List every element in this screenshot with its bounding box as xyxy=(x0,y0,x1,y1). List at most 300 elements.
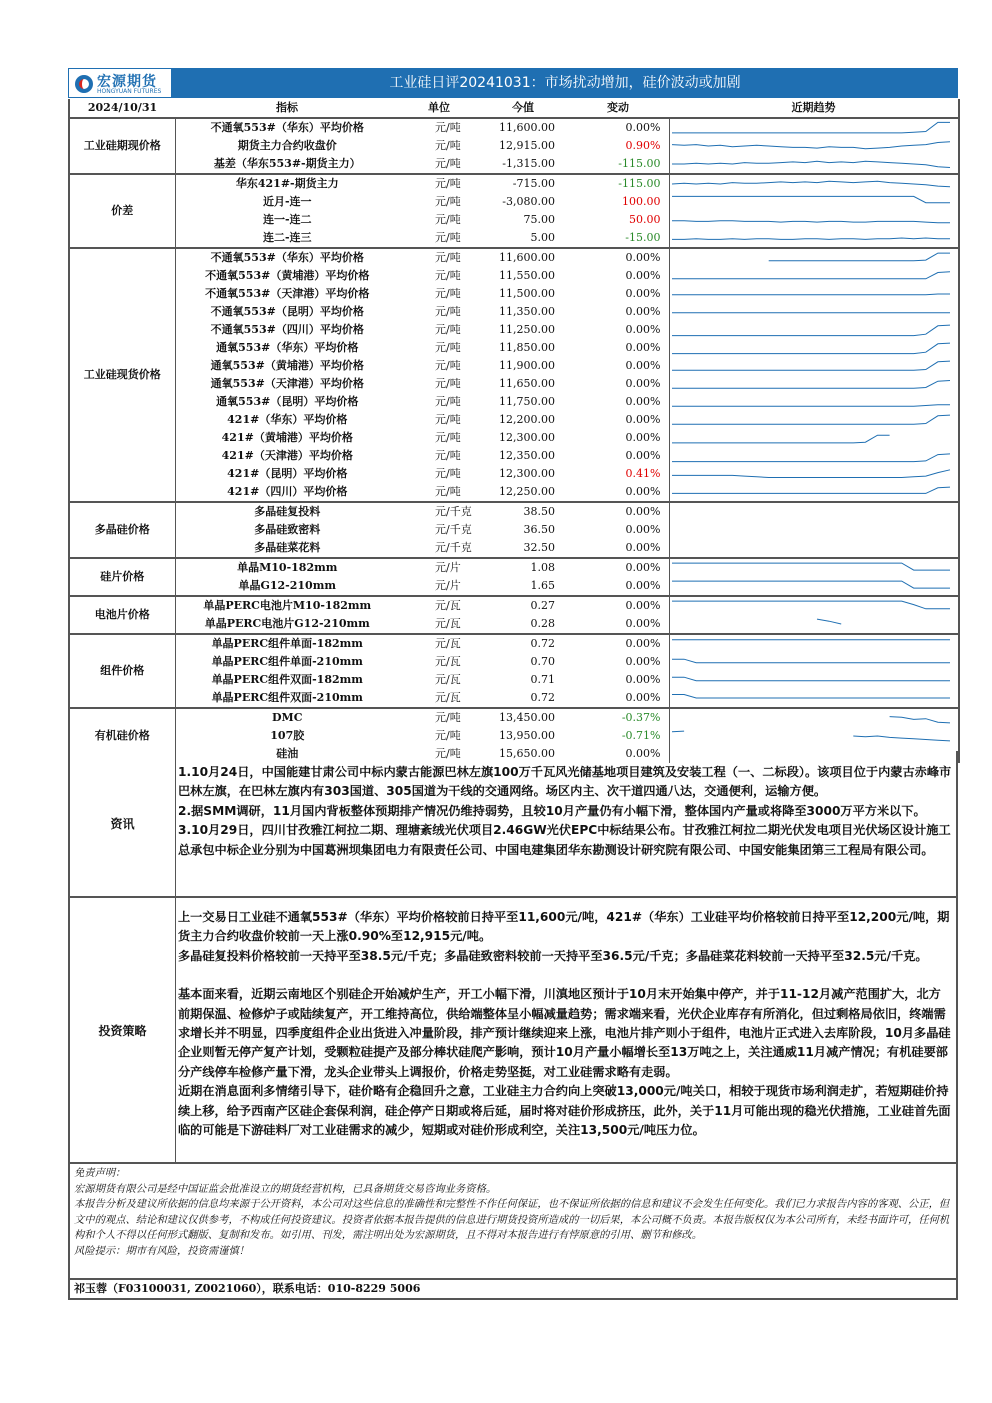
indicator-cell: 单晶PERC组件双面-182mm xyxy=(211,673,363,686)
table-row xyxy=(69,708,959,727)
table-row xyxy=(69,689,959,708)
unit-cell: 元/吨 xyxy=(435,467,461,480)
unit-cell: 元/吨 xyxy=(435,323,461,336)
unit-cell: 元/吨 xyxy=(435,377,461,390)
table-row xyxy=(69,193,959,211)
value-cell: 11,750.00 xyxy=(499,395,555,408)
trend-line xyxy=(672,272,950,279)
unit-cell: 元/千克 xyxy=(435,523,472,536)
trend-cell xyxy=(669,483,959,502)
change-cell: 0.00% xyxy=(625,449,661,462)
value-cell: 12,250.00 xyxy=(499,485,555,498)
trend-sparkline xyxy=(670,615,952,633)
table-row xyxy=(69,429,959,447)
table-row xyxy=(69,558,959,577)
indicator-cell: 单晶M10-182mm xyxy=(175,558,399,577)
category-label: 工业硅现货价格 xyxy=(69,248,175,502)
change-cell: 50.00 xyxy=(629,213,661,226)
unit-cell: 元/吨 xyxy=(435,139,461,152)
trend-sparkline xyxy=(670,465,952,483)
indicator-cell: 通氧553#（华东）平均价格 xyxy=(216,341,359,354)
table-row xyxy=(69,671,959,689)
change-cell: 0.00% xyxy=(625,359,661,372)
change-cell: 0.00% xyxy=(625,485,661,498)
trend-line xyxy=(853,736,950,741)
trend-cell xyxy=(669,465,959,483)
unit-cell: 元/片 xyxy=(399,558,479,577)
trend-sparkline xyxy=(670,521,952,539)
strategy-para-4: 近期在消息面利多情绪引导下，硅价略有企稳回升之意，工业硅主力合约向上突破13,000元/吨关口，相较于现货市场利润走扩，若短期硅价持续上移，给予西南产区硅企套保利润，硅企停产日期或将后延，届时将对硅价形成挤压，此外，关于11月可能出现的稳光伏措施，工业硅首先面临的可能是下游硅料厂对工业硅需求的减少，短期或对硅价形成利空，关注13,500元/吨压力位。 xyxy=(178,1084,951,1138)
indicator-cell: 421#（天津港）平均价格 xyxy=(221,449,353,462)
change-cell: 0.00% xyxy=(625,747,661,760)
trend-cell xyxy=(669,357,959,375)
trend-line xyxy=(672,695,950,699)
news-item-1: 1.10月24日，中国能建甘肃公司中标内蒙古能源巴林左旗100万千瓦风光储基地项目建筑及安装工程（一、二标段）。该项目位于内蒙古赤峰市巴林左旗，在巴林左旗内有303国道、305国道为干线的交通网络。场区内主、次干道四通八达，交通便利，运输方便。 xyxy=(178,765,952,799)
change-cell: -15.00 xyxy=(625,231,661,244)
value-cell: 0.71 xyxy=(530,673,555,686)
value-cell: 0.70 xyxy=(530,655,555,668)
indicator-cell: 多晶硅复投料 xyxy=(175,502,399,521)
change-cell: 0.00% xyxy=(625,655,661,668)
unit-cell: 元/片 xyxy=(435,579,461,592)
indicator-cell: 不通氧553#（四川）平均价格 xyxy=(210,323,364,336)
trend-line xyxy=(768,253,949,261)
unit-cell: 元/吨 xyxy=(435,195,461,208)
trend-line xyxy=(672,122,950,132)
indicator-cell: 单晶PERC电池片G12-210mm xyxy=(204,617,370,630)
trend-cell xyxy=(669,303,959,321)
trend-line xyxy=(672,294,950,295)
table-header-row xyxy=(69,99,959,118)
report-header xyxy=(68,68,958,98)
trend-cell xyxy=(669,577,959,596)
trend-sparkline xyxy=(670,303,952,321)
trend-cell xyxy=(669,653,959,671)
trend-sparkline xyxy=(670,175,952,193)
trend-cell xyxy=(669,393,959,411)
trend-sparkline xyxy=(670,339,952,357)
disclaimer-line-2: 本报告分析及建议所依据的信息均来源于公开资料，本公司对这些信息的准确性和完整性不作任何保证，也不保证所依据的信息和建议不会发生任何变化。我们已力求报告内容的客观、公正，但文中的观点、结论和建议仅供参考，不构成任何投资建议。投资者依据本报告提供的信息进行期货投资所造成的一切后果，本公司概不负责。本报告版权仅为本公司所有，未经书面许可，任何机构和个人不得以任何形式翻版、复制和发布。如引用、刊发，需注明出处为宏源期货，且不得对本报告进行有悖原意的引用、删节和修改。 xyxy=(74,1198,950,1242)
indicator-cell: 421#（四川）平均价格 xyxy=(227,485,348,498)
trend-line xyxy=(672,381,950,389)
trend-sparkline xyxy=(670,671,952,689)
trend-line xyxy=(672,454,950,462)
trend-line xyxy=(672,361,950,370)
indicator-cell: 通氧553#（黄埔港）平均价格 xyxy=(210,359,364,372)
indicator-cell: 单晶PERC组件单面-182mm xyxy=(175,634,399,653)
table-row xyxy=(69,521,959,539)
change-cell: -115.00 xyxy=(567,174,669,193)
trend-sparkline xyxy=(670,429,952,447)
indicator-cell: 421#（华东）平均价格 xyxy=(227,413,348,426)
table-row xyxy=(69,596,959,615)
unit-cell: 元/吨 xyxy=(435,231,461,244)
header-value: 今值 xyxy=(479,99,567,118)
change-cell: 0.00% xyxy=(625,323,661,336)
trend-sparkline xyxy=(670,727,952,745)
strategy-label: 投资策略 xyxy=(70,898,176,1162)
table-row xyxy=(69,483,959,502)
indicator-cell: 不通氧553#（华东）平均价格 xyxy=(175,118,399,137)
trend-sparkline xyxy=(670,119,952,137)
table-row xyxy=(69,321,959,339)
unit-cell: 元/吨 xyxy=(435,729,461,742)
trend-cell xyxy=(669,539,959,558)
trend-sparkline xyxy=(670,285,952,303)
header-unit: 单位 xyxy=(399,99,479,118)
value-cell: 0.27 xyxy=(479,596,567,615)
change-cell: 0.00% xyxy=(625,377,661,390)
value-cell: 12,300.00 xyxy=(499,467,555,480)
trend-sparkline xyxy=(670,597,952,615)
table-row xyxy=(69,174,959,193)
change-cell: -115.00 xyxy=(618,157,661,170)
value-cell: 11,850.00 xyxy=(499,341,555,354)
trend-line xyxy=(672,325,950,336)
trend-cell xyxy=(669,671,959,689)
trend-sparkline xyxy=(670,447,952,465)
trend-cell xyxy=(669,727,959,745)
change-cell: 0.00% xyxy=(625,431,661,444)
category-label: 组件价格 xyxy=(69,634,175,708)
table-body xyxy=(69,118,959,763)
value-cell: 12,200.00 xyxy=(499,413,555,426)
change-cell: 0.00% xyxy=(567,118,669,137)
trend-cell xyxy=(669,155,959,174)
trend-line xyxy=(672,487,950,493)
trend-cell xyxy=(669,211,959,229)
change-cell: 0.00% xyxy=(625,305,661,318)
trend-sparkline xyxy=(670,211,952,229)
disclaimer-risk: 风险提示：期市有风险，投资需谨慎！ xyxy=(74,1244,250,1257)
price-table xyxy=(68,99,960,763)
trend-cell xyxy=(669,634,959,653)
analyst-contact: 祁玉蓉（F03100031, Z0021060），联系电话：010-8229 5006 xyxy=(68,1280,958,1300)
news-item-2: 2.据SMM调研，11月国内背板整体预期排产情况仍维持弱势，且较10月产量仍有小幅下滑，整体国内产量或将降至3000万平方米以下。 xyxy=(178,803,926,818)
change-cell: 0.00% xyxy=(625,395,661,408)
unit-cell: 元/吨 xyxy=(399,708,479,727)
unit-cell: 元/吨 xyxy=(435,449,461,462)
trend-sparkline xyxy=(670,709,952,727)
unit-cell: 元/吨 xyxy=(399,174,479,193)
trend-sparkline xyxy=(670,483,952,501)
trend-sparkline xyxy=(670,193,952,211)
value-cell: -715.00 xyxy=(479,174,567,193)
unit-cell: 元/吨 xyxy=(435,431,461,444)
trend-sparkline xyxy=(670,635,952,653)
trend-cell xyxy=(669,429,959,447)
indicator-cell: 不通氧553#（天津港）平均价格 xyxy=(205,287,370,300)
table-row xyxy=(69,502,959,521)
table-row xyxy=(69,634,959,653)
table-row xyxy=(69,615,959,634)
strategy-para-2: 多晶硅复投料价格较前一天持平至38.5元/千克；多晶硅致密料较前一天持平至36.5元/千克；多晶硅菜花料较前一天持平至32.5元/千克。 xyxy=(178,948,928,963)
trend-line xyxy=(672,415,950,424)
disclaimer-line-1: 宏源期货有限公司是经中国证监会批准设立的期货经营机构，已具备期货交易咨询业务资格。 xyxy=(74,1182,497,1195)
disclaimer xyxy=(68,1164,958,1280)
value-cell: 0.72 xyxy=(479,634,567,653)
indicator-cell: 单晶G12-210mm xyxy=(238,579,336,592)
value-cell: 12,300.00 xyxy=(499,431,555,444)
unit-cell: 元/瓦 xyxy=(435,655,461,668)
indicator-cell: 不通氧553#（黄埔港）平均价格 xyxy=(205,269,370,282)
category-label: 有机硅价格 xyxy=(69,708,175,763)
unit-cell: 元/吨 xyxy=(435,157,461,170)
table-row xyxy=(69,447,959,465)
value-cell: 5.00 xyxy=(530,231,555,244)
value-cell: 12,915.00 xyxy=(499,139,555,152)
indicator-cell: 421#（黄埔港）平均价格 xyxy=(221,431,353,444)
logo-cn-text: 宏源期货 xyxy=(97,74,157,90)
trend-cell xyxy=(669,248,959,267)
value-cell: 11,600.00 xyxy=(479,118,567,137)
trend-cell xyxy=(669,174,959,193)
trend-line xyxy=(672,601,950,609)
logo-icon xyxy=(75,75,93,93)
value-cell: 15,650.00 xyxy=(499,747,555,760)
table-row xyxy=(69,229,959,248)
value-cell: 11,900.00 xyxy=(499,359,555,372)
change-cell: 0.00% xyxy=(567,502,669,521)
value-cell: -1,315.00 xyxy=(502,157,555,170)
indicator-cell: 通氧553#（天津港）平均价格 xyxy=(210,377,364,390)
trend-sparkline xyxy=(670,357,952,375)
trend-cell xyxy=(669,229,959,248)
change-cell: 0.00% xyxy=(625,269,661,282)
table-row xyxy=(69,137,959,155)
strategy-para-3: 基本面来看，近期云南地区个别硅企开始减炉生产，开工小幅下滑，川滇地区预计于10月末开始集中停产，并于11-12月减产范围扩大，北方前期保温、检修炉子或陆续复产，开工维持高位，供给端整体呈小幅减量趋势；需求端来看，光伏企业库存有所消化，但过剩格局依旧，终端需求增长并不明显，四季度组件企业出货进入冲量阶段，排产预计继续迎来上涨，电池片排产则小于组件，电池片正式进入去库阶段，10月多晶硅企业则暂无停产复产计划，受颗粒硅提产及部分棒状硅爬产影响，预计10月产量小幅增长至13万吨之上，关注通威11月减产情况；有机硅要部分产线停车检修产量下滑，龙头企业带头上调报价，价格走势坚挺，对工业硅需求略有走弱。 xyxy=(178,987,951,1079)
indicator-cell: 单晶PERC组件双面-210mm xyxy=(211,691,363,704)
unit-cell: 元/吨 xyxy=(435,269,461,282)
trend-sparkline xyxy=(670,577,952,595)
value-cell: 11,550.00 xyxy=(499,269,555,282)
change-cell: -0.37% xyxy=(567,708,669,727)
trend-line xyxy=(672,731,684,732)
unit-cell: 元/吨 xyxy=(399,248,479,267)
change-cell: 0.00% xyxy=(625,541,661,554)
trend-cell xyxy=(669,558,959,577)
trend-sparkline xyxy=(670,249,952,267)
change-cell: 0.00% xyxy=(567,634,669,653)
value-cell: 11,350.00 xyxy=(499,305,555,318)
trend-line xyxy=(672,238,950,239)
trend-line xyxy=(672,581,950,588)
table-row xyxy=(69,393,959,411)
value-cell: 1.65 xyxy=(530,579,555,592)
value-cell: 75.00 xyxy=(523,213,555,226)
trend-cell xyxy=(669,267,959,285)
change-cell: 0.00% xyxy=(625,691,661,704)
change-cell: 0.00% xyxy=(625,673,661,686)
indicator-cell: 华东421#-期货主力 xyxy=(175,174,399,193)
trend-line xyxy=(817,619,841,624)
trend-sparkline xyxy=(670,137,952,155)
header-indicator: 指标 xyxy=(175,99,399,118)
indicator-cell: 107胶 xyxy=(270,729,305,742)
trend-line xyxy=(672,677,950,681)
value-cell: 13,450.00 xyxy=(479,708,567,727)
unit-cell: 元/吨 xyxy=(399,118,479,137)
category-label: 价差 xyxy=(69,174,175,248)
change-cell: 100.00 xyxy=(622,195,661,208)
trend-cell xyxy=(669,708,959,727)
trend-cell xyxy=(669,118,959,137)
change-cell: 0.90% xyxy=(625,139,661,152)
category-label: 硅片价格 xyxy=(69,558,175,596)
indicator-cell: 连一-连二 xyxy=(262,213,312,226)
table-row xyxy=(69,211,959,229)
trend-sparkline xyxy=(670,653,952,671)
trend-cell xyxy=(669,521,959,539)
value-cell: 11,500.00 xyxy=(499,287,555,300)
value-cell: 36.50 xyxy=(523,523,555,536)
indicator-cell: 421#（昆明）平均价格 xyxy=(227,467,348,480)
indicator-cell: 基差（华东553#-期货主力） xyxy=(213,157,361,170)
disclaimer-title: 免责声明： xyxy=(74,1167,126,1179)
unit-cell: 元/吨 xyxy=(435,485,461,498)
unit-cell: 元/瓦 xyxy=(435,691,461,704)
unit-cell: 元/瓦 xyxy=(399,634,479,653)
category-label: 电池片价格 xyxy=(69,596,175,634)
header-trend: 近期趋势 xyxy=(669,99,959,118)
indicator-cell: 期货主力合约收盘价 xyxy=(237,139,337,152)
table-row xyxy=(69,118,959,137)
change-cell: 0.00% xyxy=(567,558,669,577)
change-cell: 0.41% xyxy=(625,467,661,480)
table-row xyxy=(69,339,959,357)
trend-sparkline xyxy=(670,321,952,339)
trend-cell xyxy=(669,285,959,303)
table-row xyxy=(69,155,959,174)
change-cell: 0.00% xyxy=(625,287,661,300)
unit-cell: 元/吨 xyxy=(435,305,461,318)
trend-line xyxy=(672,181,950,187)
change-cell: -0.71% xyxy=(621,729,661,742)
header-change: 变动 xyxy=(567,99,669,118)
trend-cell xyxy=(669,689,959,708)
category-label: 工业硅期现价格 xyxy=(69,118,175,174)
table-row xyxy=(69,303,959,321)
value-cell: 0.72 xyxy=(530,691,555,704)
indicator-cell: 单晶PERC电池片M10-182mm xyxy=(175,596,399,615)
category-label: 多晶硅价格 xyxy=(69,502,175,558)
value-cell: 11,650.00 xyxy=(499,377,555,390)
trend-sparkline xyxy=(670,411,952,429)
indicator-cell: 硅油 xyxy=(276,747,299,760)
trend-line xyxy=(672,196,950,202)
trend-sparkline xyxy=(670,689,952,707)
report-sheet xyxy=(68,68,958,1300)
trend-line xyxy=(672,161,950,167)
trend-sparkline xyxy=(670,503,952,521)
trend-sparkline xyxy=(670,559,952,577)
logo-en-text: HONGYUAN FUTURES xyxy=(97,88,162,95)
news-body xyxy=(178,763,952,860)
trend-line xyxy=(672,405,950,406)
trend-line xyxy=(672,435,890,443)
unit-cell: 元/千克 xyxy=(399,502,479,521)
trend-cell xyxy=(669,193,959,211)
trend-line xyxy=(889,717,949,723)
value-cell: 0.28 xyxy=(530,617,555,630)
unit-cell: 元/瓦 xyxy=(435,673,461,686)
unit-cell: 元/吨 xyxy=(435,213,461,226)
trend-sparkline xyxy=(670,539,952,557)
trend-sparkline xyxy=(670,229,952,247)
trend-line xyxy=(672,142,950,149)
unit-cell: 元/吨 xyxy=(435,341,461,354)
trend-sparkline xyxy=(670,267,952,285)
unit-cell: 元/吨 xyxy=(435,287,461,300)
unit-cell: 元/千克 xyxy=(435,541,472,554)
trend-cell xyxy=(669,502,959,521)
value-cell: 11,250.00 xyxy=(499,323,555,336)
unit-cell: 元/吨 xyxy=(435,359,461,372)
trend-line xyxy=(672,659,950,663)
indicator-cell: 多晶硅菜花料 xyxy=(254,541,321,554)
table-row xyxy=(69,727,959,745)
indicator-cell: 单晶PERC组件单面-210mm xyxy=(211,655,363,668)
trend-sparkline xyxy=(670,393,952,411)
trend-line xyxy=(672,221,950,223)
trend-cell xyxy=(669,447,959,465)
unit-cell: 元/瓦 xyxy=(399,596,479,615)
report-title: 工业硅日评20241031：市场扰动增加，硅价波动或加剧 xyxy=(389,75,741,91)
value-cell: 13,950.00 xyxy=(499,729,555,742)
table-row xyxy=(69,539,959,558)
trend-cell xyxy=(669,615,959,634)
strategy-body xyxy=(178,908,952,1140)
value-cell: 1.08 xyxy=(479,558,567,577)
change-cell: 0.00% xyxy=(567,248,669,267)
header-date: 2024/10/31 xyxy=(69,99,175,118)
table-row xyxy=(69,465,959,483)
change-cell: 0.00% xyxy=(625,413,661,426)
indicator-cell: 通氧553#（昆明）平均价格 xyxy=(216,395,359,408)
change-cell: 0.00% xyxy=(625,579,661,592)
news-item-3: 3.10月29日，四川甘孜雅江柯拉二期、理塘紊绒光伏项目2.46GW光伏EPC中标结果公布。甘孜雅江柯拉二期光伏发电项目光伏场区设计施工总承包中标企业分别为中国葛洲坝集团电力有限责任公司、中国电建集团华东勘测设计研究院有限公司、中国安能集团第三工程局有限公司。 xyxy=(178,823,951,857)
table-row xyxy=(69,577,959,596)
trend-cell xyxy=(669,137,959,155)
indicator-cell: DMC xyxy=(175,708,399,727)
trend-cell xyxy=(669,596,959,615)
indicator-cell: 不通氧553#（华东）平均价格 xyxy=(175,248,399,267)
indicator-cell: 连二-连三 xyxy=(262,231,312,244)
company-logo xyxy=(68,68,172,98)
table-row xyxy=(69,285,959,303)
change-cell: 0.00% xyxy=(567,596,669,615)
trend-sparkline xyxy=(670,375,952,393)
trend-cell xyxy=(669,411,959,429)
change-cell: 0.00% xyxy=(625,617,661,630)
unit-cell: 元/吨 xyxy=(435,413,461,426)
news-section xyxy=(68,751,958,898)
trend-line xyxy=(672,563,950,570)
strategy-para-1: 上一交易日工业硅不通氧553#（华东）平均价格较前日持平至11,600元/吨，421#（华东）工业硅平均价格较前日持平至12,200元/吨，期货主力合约收盘价较前一天上涨0.90%至12,915元/吨。 xyxy=(178,910,950,944)
value-cell: 38.50 xyxy=(479,502,567,521)
table-row xyxy=(69,375,959,393)
table-row xyxy=(69,357,959,375)
value-cell: 12,350.00 xyxy=(499,449,555,462)
trend-cell xyxy=(669,375,959,393)
unit-cell: 元/吨 xyxy=(435,395,461,408)
table-row xyxy=(69,653,959,671)
trend-cell xyxy=(669,321,959,339)
indicator-cell: 不通氧553#（昆明）平均价格 xyxy=(210,305,364,318)
value-cell: 11,600.00 xyxy=(479,248,567,267)
table-row xyxy=(69,267,959,285)
change-cell: 0.00% xyxy=(625,341,661,354)
